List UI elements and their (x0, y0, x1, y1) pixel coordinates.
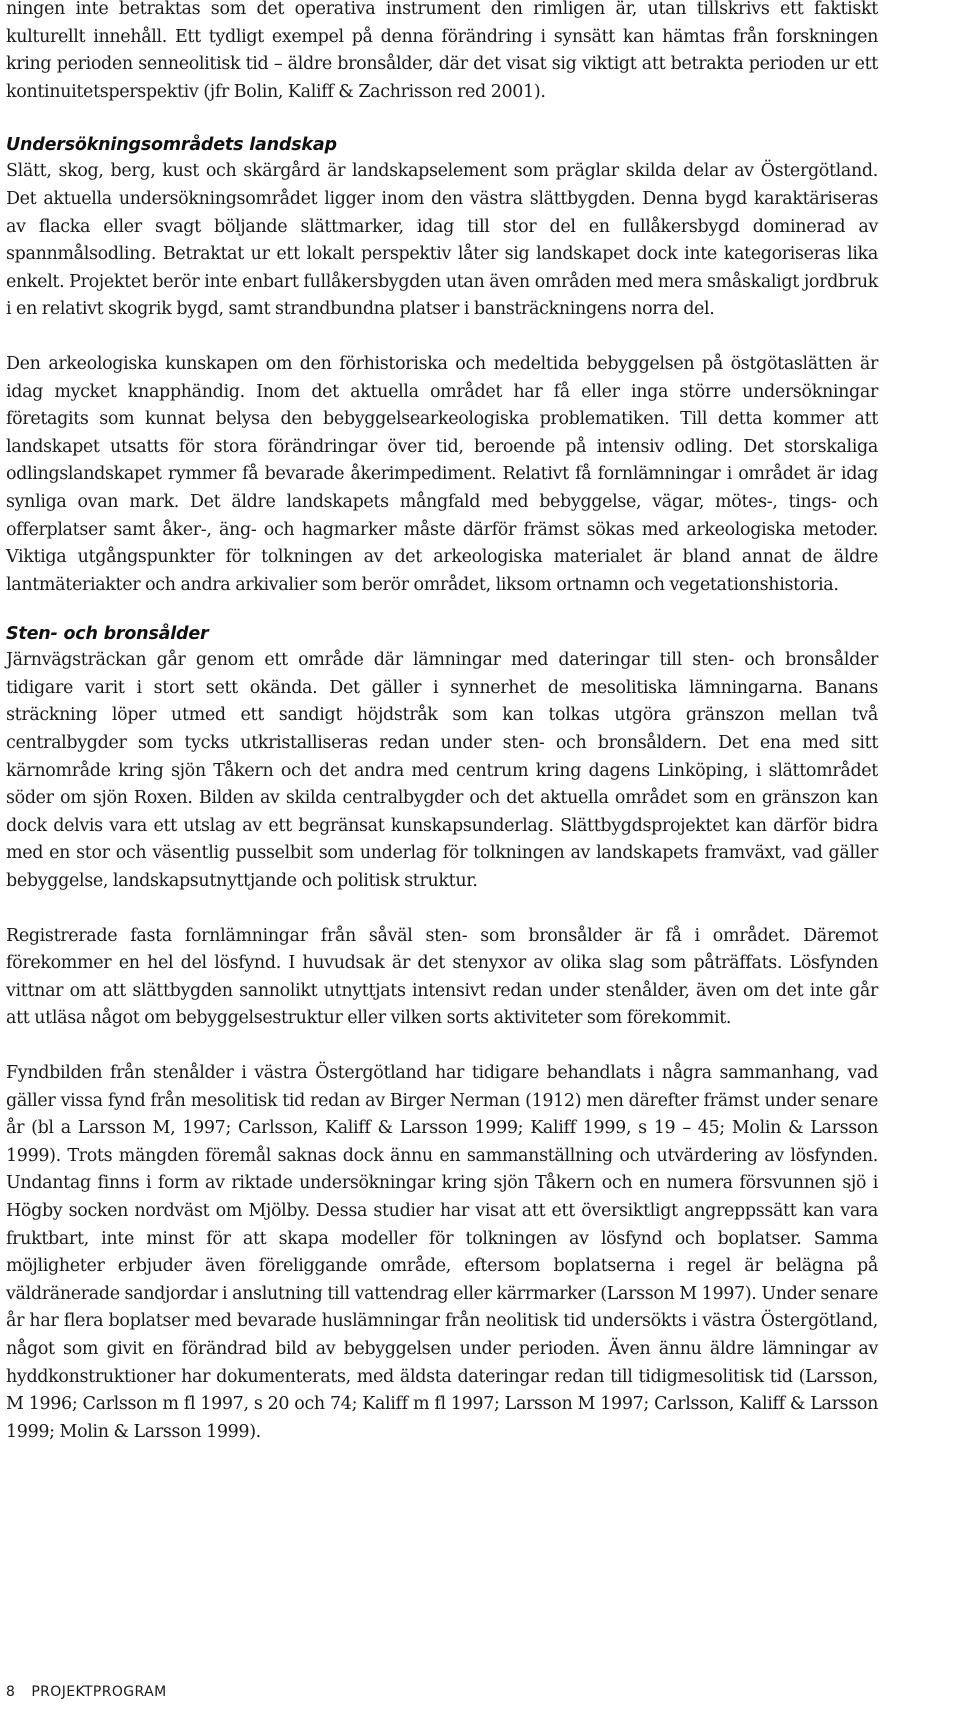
running-title: PROJEKTPROGRAM (31, 1684, 167, 1700)
section-heading-stone-bronze: Sten- och bronsålder (6, 624, 209, 645)
page-number: 8 (6, 1684, 16, 1700)
landscape-paragraph-1: Slätt, skog, berg, kust och skärgård är landskapselement som präglar skilda delar av Östergötland. Det aktuella undersökningsområdet ligger inom den västra slättbygden. Denna bygd karaktäriseras av flacka eller svagt böljande slättmarker, idag till stor del en fullåkersbygd dominerad av spannmålsodling. Betraktat ur ett lokalt perspektiv låter sig landskapet dock inte kategoriseras lika enkelt. Projektet berör inte enbart fullåkersbygden utan även områden med mera småskaligt jordbruk i en relativt skogrik bygd, samt strandbundna platser i bansträckningens norra del. (6, 161, 878, 320)
landscape-paragraph-2: Den arkeologiska kunskapen om den förhistoriska och medeltida bebyggelsen på östgötaslätten är idag mycket knapphändig. Inom det aktuella området har få eller inga större undersökningar företagits som kunnat belysa den bebyggelsearkeologiska problematiken. Till detta kommer att landskapet utsatts för stora förändringar över tid, beroende på intensiv odling. Det storskaliga odlingslandskapet rymmer få bevarade åkerimpediment. Relativt få fornlämningar i området är idag synliga ovan mark. Det äldre landskapets mångfald med bebyggelse, vägar, mötes-, tings- och offerplatser samt åker-, äng- och hagmarker måste därför främst sökas med arkeologiska metoder. Viktiga utgångspunkter för tolkningen av det arkeologiska materialet är bland annat de äldre lantmäteriakter och andra arkivalier som berör området, liksom ortnamn och vegetationshistoria. (6, 353, 878, 595)
page-footer (6, 1684, 167, 1700)
stone-bronze-paragraph-2: Registrerade fasta fornlämningar från såväl sten- som bronsålder är få i området. Däremot förekommer en hel del lösfynd. I huvudsak är det stenyxor av olika slag som påträffats. Lösfynden vittnar om att slättbygden sannolikt utnyttjats intensivt redan under stenålder, även om det inte går att utläsa något om bebyggelsestruktur eller vilken sorts aktiviteter som förekommit. (6, 925, 878, 1029)
paragraph-spacer (6, 324, 878, 351)
stone-bronze-paragraph-1: Järnvägsträckan går genom ett område där lämningar med dateringar till sten- och bronsålder tidigare varit i stort sett okända. Det gäller i synnerhet de mesolitiska lämningarna. Banans sträckning löper utmed ett sandigt höjdstråk som kan tolkas utgöra gränszon mellan två centralbygder som tycks utkristalliseras redan under sten- och bronsåldern. Det ena med sitt kärnområde kring sjön Tåkern och det andra med centrum kring dagens Linköping, i slättområdet söder om sjön Roxen. Bilden av skilda centralbygder och det aktuella området som en gränszon kan dock delvis vara ett utslag av ett begränsat kunskapsunderlag. Slättbygdsprojektet kan därför bidra med en stor och väsentlig pusselbit som underlag för tolkningen av landskapets framväxt, vad gäller bebyggelse, landskapsutnyttjande och politisk struktur. (6, 650, 878, 892)
document-page (6, 0, 878, 1446)
paragraph-spacer (6, 896, 878, 923)
section-heading-landscape: Undersökningsområdets landskap (6, 135, 337, 156)
intro-paragraph: ningen inte betraktas som det operativa instrument den rimligen är, utan tillskrivs ett faktiskt kulturellt innehåll. Ett tydligt exempel på denna förändring i synsätt kan hämtas från forskningen kring perioden senneolitisk tid – äldre bronsålder, där det visat sig viktigt att betrakta perioden ur ett kontinuitetsperspektiv (jfr Bolin, Kaliff & Zachrisson red 2001). (6, 0, 878, 102)
paragraph-spacer (6, 1033, 878, 1060)
stone-bronze-paragraph-3: Fyndbilden från stenålder i västra Östergötland har tidigare behandlats i några sammanhang, vad gäller vissa fynd från mesolitisk tid redan av Birger Nerman (1912) men därefter främst under senare år (bl a Larsson M, 1997; Carlsson, Kaliff & Larsson 1999; Kaliff 1999, s 19 – 45; Molin & Larsson 1999). Trots mängden föremål saknas dock ännu en sammanställning och utvärdering av lösfynden. Undantag finns i form av riktade undersökningar kring sjön Tåkern och en numera försvunnen sjö i Högby socken nordväst om Mjölby. Dessa studier har visat att ett översiktligt angreppssätt kan vara fruktbart, inte minst för att skapa modeller för tolkningen av lösfynd och boplatser. Samma möjligheter erbjuder även föreliggande område, eftersom boplatserna i regel är belägna på väldränerade sandjordar i anslutning till vattendrag eller kärrmarker (Larsson M 1997). Under senare år har flera boplatser med bevarade huslämningar från neolitisk tid undersökts i västra Östergötland, något som givit en förändrad bild av bebyggelsen under perioden. Även ännu äldre lämningar av hyddkonstruktioner har dokumenterats, med äldsta dateringar redan till tidigmesolitisk tid (Larsson, M 1996; Carlsson m fl 1997, s 20 och 74; Kaliff m fl 1997; Larsson M 1997; Carlsson, Kaliff & Larsson 1999; Molin & Larsson 1999). (6, 1063, 878, 1442)
